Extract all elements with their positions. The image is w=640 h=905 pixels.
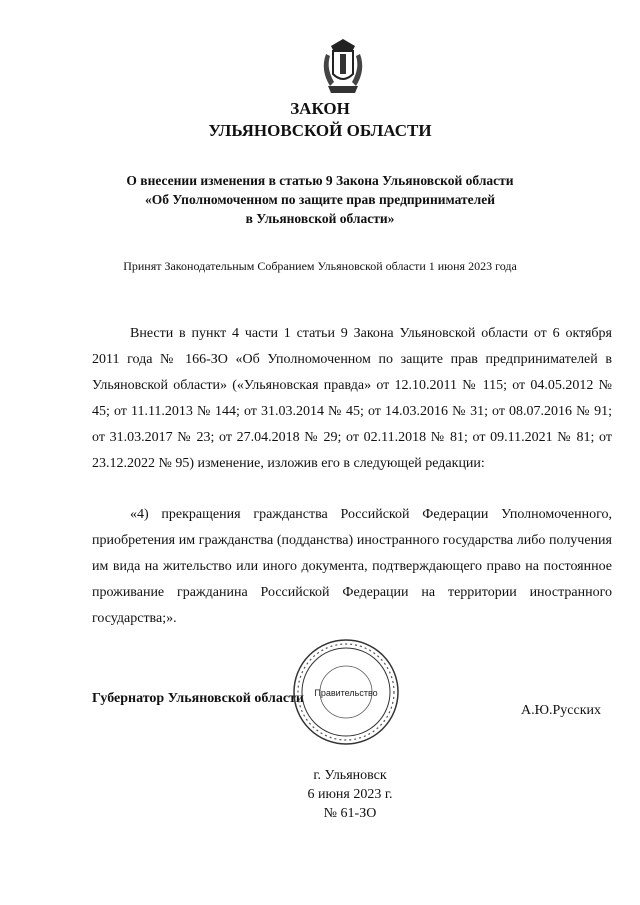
law-title <box>0 171 640 228</box>
law-title-line-3: в Ульяновской области» <box>245 211 395 226</box>
document-footer <box>0 766 640 823</box>
seal-text: Правительство <box>314 688 378 698</box>
region-name: УЛЬЯНОВСКОЙ ОБЛАСТИ <box>208 121 432 140</box>
law-title-line-1: О внесении изменения в статью 9 Закона Ульяновской области <box>126 173 514 188</box>
adoption-note: Принят Законодательным Собранием Ульяновской области 1 июня 2023 года <box>123 259 517 273</box>
signer-name: А.Ю.Русских <box>521 703 602 718</box>
paragraph-2: «4) прекращения гражданства Российской Федерации Уполномоченного, приобретения им гражданства (подданства) иностранного государства либо получения им вида на жительство или иного документа, подтверждающего право на постоянное проживание гражданина Российской Федерации на территории иностранного государства;». <box>92 507 612 626</box>
date: 6 июня 2023 г. <box>307 787 393 802</box>
law-number: № 61-ЗО <box>323 806 377 821</box>
document-header <box>0 98 640 142</box>
city: г. Ульяновск <box>313 768 387 783</box>
signer-position: Губернатор Ульяновской области <box>92 691 304 706</box>
paragraph-1: Внести в пункт 4 части 1 статьи 9 Закона Ульяновской области от 6 октября 2011 года № 166-ЗО «Об Уполномоченном по защите прав предпринимателей в Ульяновской области» («Ульяновская правда» от 12.10.2011 № 115; от 04.05.2012 № 45; от 11.11.2013 № 144; от 31.03.2014 № 45; от 14.03.2016 № 31; от 08.07.2016 № 91; от 31.03.2017 № 23; от 27.04.2018 № 29; от 02.11.2018 № 81; от 09.11.2021 № 81; от 23.12.2022 № 95) изменение, изложив его в следующей редакции: <box>92 326 612 471</box>
law-word: ЗАКОН <box>290 99 350 118</box>
official-seal-icon <box>290 636 402 748</box>
law-title-line-2: «Об Уполномоченном по защите прав предпринимателей <box>145 192 495 207</box>
coat-of-arms-icon <box>318 36 368 96</box>
